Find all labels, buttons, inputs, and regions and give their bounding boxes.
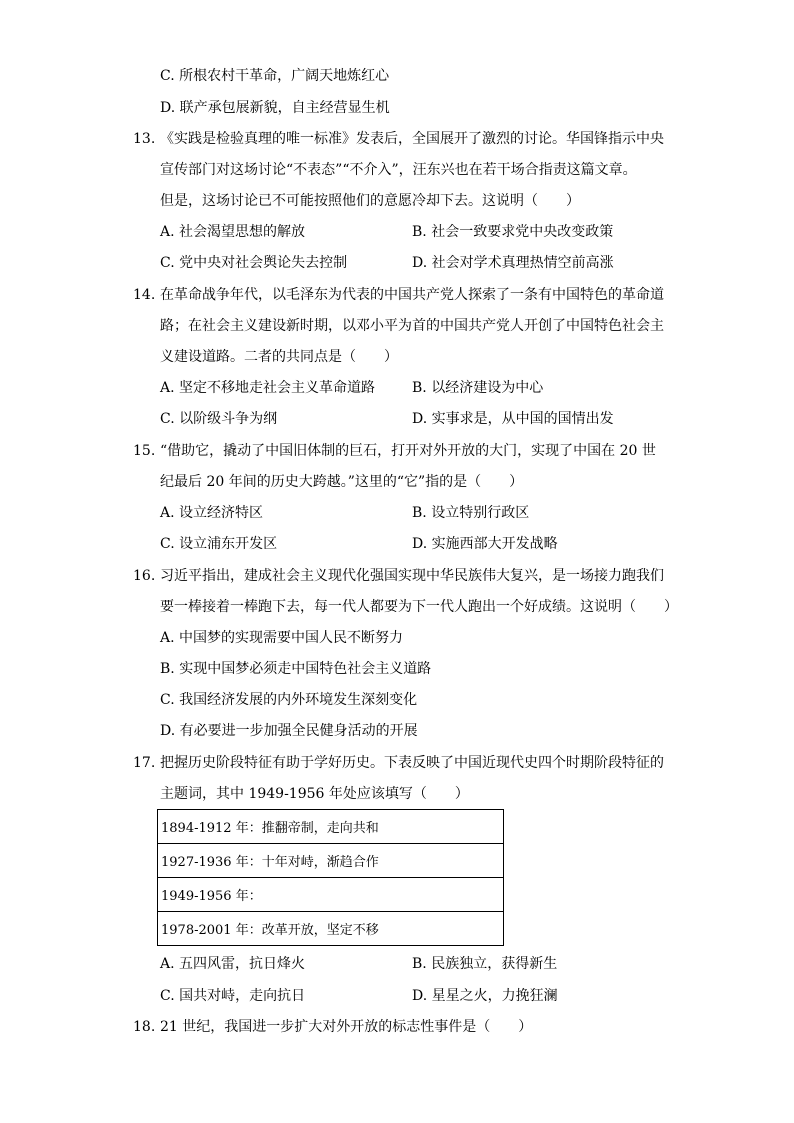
table-row — [158, 912, 504, 946]
question-18-stem-line-1: 21 世纪，我国进一步扩大对外开放的标志性事件是（ ） — [160, 1019, 533, 1035]
question-14-stem-line-2: 路；在社会主义建设新时期，以邓小平为首的中国共产党人开创了中国特色社会主 — [160, 318, 664, 334]
question-14-stem-line-3: 义建设道路。二者的共同点是（ ） — [160, 349, 398, 365]
question-15-option-b: B. 设立特别行政区 — [412, 505, 530, 521]
question-16-option-b: B. 实现中国梦必须走中国特色社会主义道路 — [160, 661, 432, 677]
table-cell: 1894-1912 年：推翻帝制，走向共和 — [158, 810, 504, 844]
question-15-option-d: D. 实施西部大开发战略 — [412, 536, 558, 552]
question-14-option-d: D. 实事求是，从中国的国情出发 — [412, 411, 614, 427]
question-13-option-c: C. 党中央对社会舆论失去控制 — [160, 255, 348, 271]
question-17-option-a: A. 五四风雷，抗日烽火 — [160, 956, 306, 972]
question-14-number: 14. — [133, 287, 156, 303]
prev-question-option-d: D. 联产承包展新貌，自主经营显生机 — [160, 100, 390, 116]
question-17-option-b: B. 民族独立，获得新生 — [412, 956, 558, 972]
question-17-option-c: C. 国共对峙，走向抗日 — [160, 988, 306, 1004]
question-17-number: 17. — [133, 755, 156, 771]
table-cell: 1978-2001 年：改革开放，坚定不移 — [158, 912, 504, 946]
table-row — [158, 810, 504, 844]
question-18-number: 18. — [133, 1019, 156, 1035]
question-15-number: 15. — [133, 443, 156, 459]
prev-question-option-c: C. 所根农村干革命，广阔天地炼红心 — [160, 68, 390, 84]
question-15-stem-line-1: “借助它，撬动了中国旧体制的巨石，打开对外开放的大门，实现了中国在 20 世 — [160, 443, 656, 459]
question-16-number: 16. — [133, 568, 156, 584]
question-13-number: 13. — [133, 131, 156, 147]
question-14-option-b: B. 以经济建设为中心 — [412, 380, 544, 396]
question-14-stem-line-1: 在革命战争年代，以毛泽东为代表的中国共产党人探索了一条有中国特色的革命道 — [160, 287, 664, 303]
question-14-option-c: C. 以阶级斗争为纲 — [160, 411, 278, 427]
question-16-stem-line-1: 习近平指出，建成社会主义现代化强国实现中华民族伟大复兴，是一场接力跑我们 — [160, 568, 664, 584]
question-13-stem-line-3: 但是，这场讨论已不可能按照他们的意愿冷却下去。这说明（ ） — [160, 193, 580, 209]
table-row — [158, 844, 504, 878]
question-17-stem-line-2: 主题词，其中 1949-1956 年处应该填写（ ） — [160, 786, 469, 802]
question-13-option-d: D. 社会对学术真理热情空前高涨 — [412, 255, 614, 271]
question-16-option-a: A. 中国梦的实现需要中国人民不断努力 — [160, 630, 404, 646]
question-15-option-a: A. 设立经济特区 — [160, 505, 264, 521]
question-13-option-b: B. 社会一致要求党中央改变政策 — [412, 224, 614, 240]
table-row — [158, 878, 504, 912]
question-16-option-c: C. 我国经济发展的内外环境发生深刻变化 — [160, 692, 418, 708]
question-13-stem-line-2: 宣传部门对这场讨论“不表态”“不介入”，汪东兴也在若干场合指责这篇文章。 — [160, 162, 637, 178]
question-14-option-a: A. 坚定不移地走社会主义革命道路 — [160, 380, 376, 396]
question-15-stem-line-2: 纪最后 20 年间的历史大跨越。”这里的“它”指的是（ ） — [160, 474, 524, 490]
question-13-stem-line-1: 《实践是检验真理的唯一标准》发表后，全国展开了激烈的讨论。华国锋指示中央 — [160, 131, 664, 147]
question-17-stem-line-1: 把握历史阶段特征有助于学好历史。下表反映了中国近现代史四个时期阶段特征的 — [160, 755, 664, 771]
question-15-option-c: C. 设立浦东开发区 — [160, 536, 278, 552]
question-16-stem-line-2: 要一棒接着一棒跑下去，每一代人都要为下一代人跑出一个好成绩。这说明（ ） — [160, 599, 678, 615]
question-16-option-d: D. 有必要进一步加强全民健身活动的开展 — [160, 723, 418, 739]
table-cell: 1927-1936 年：十年对峙，渐趋合作 — [158, 844, 504, 878]
question-13-option-a: A. 社会渴望思想的解放 — [160, 224, 306, 240]
stage-features-table — [157, 809, 504, 946]
table-cell: 1949-1956 年： — [158, 878, 504, 912]
question-17-option-d: D. 星星之火，力挽狂澜 — [412, 988, 558, 1004]
